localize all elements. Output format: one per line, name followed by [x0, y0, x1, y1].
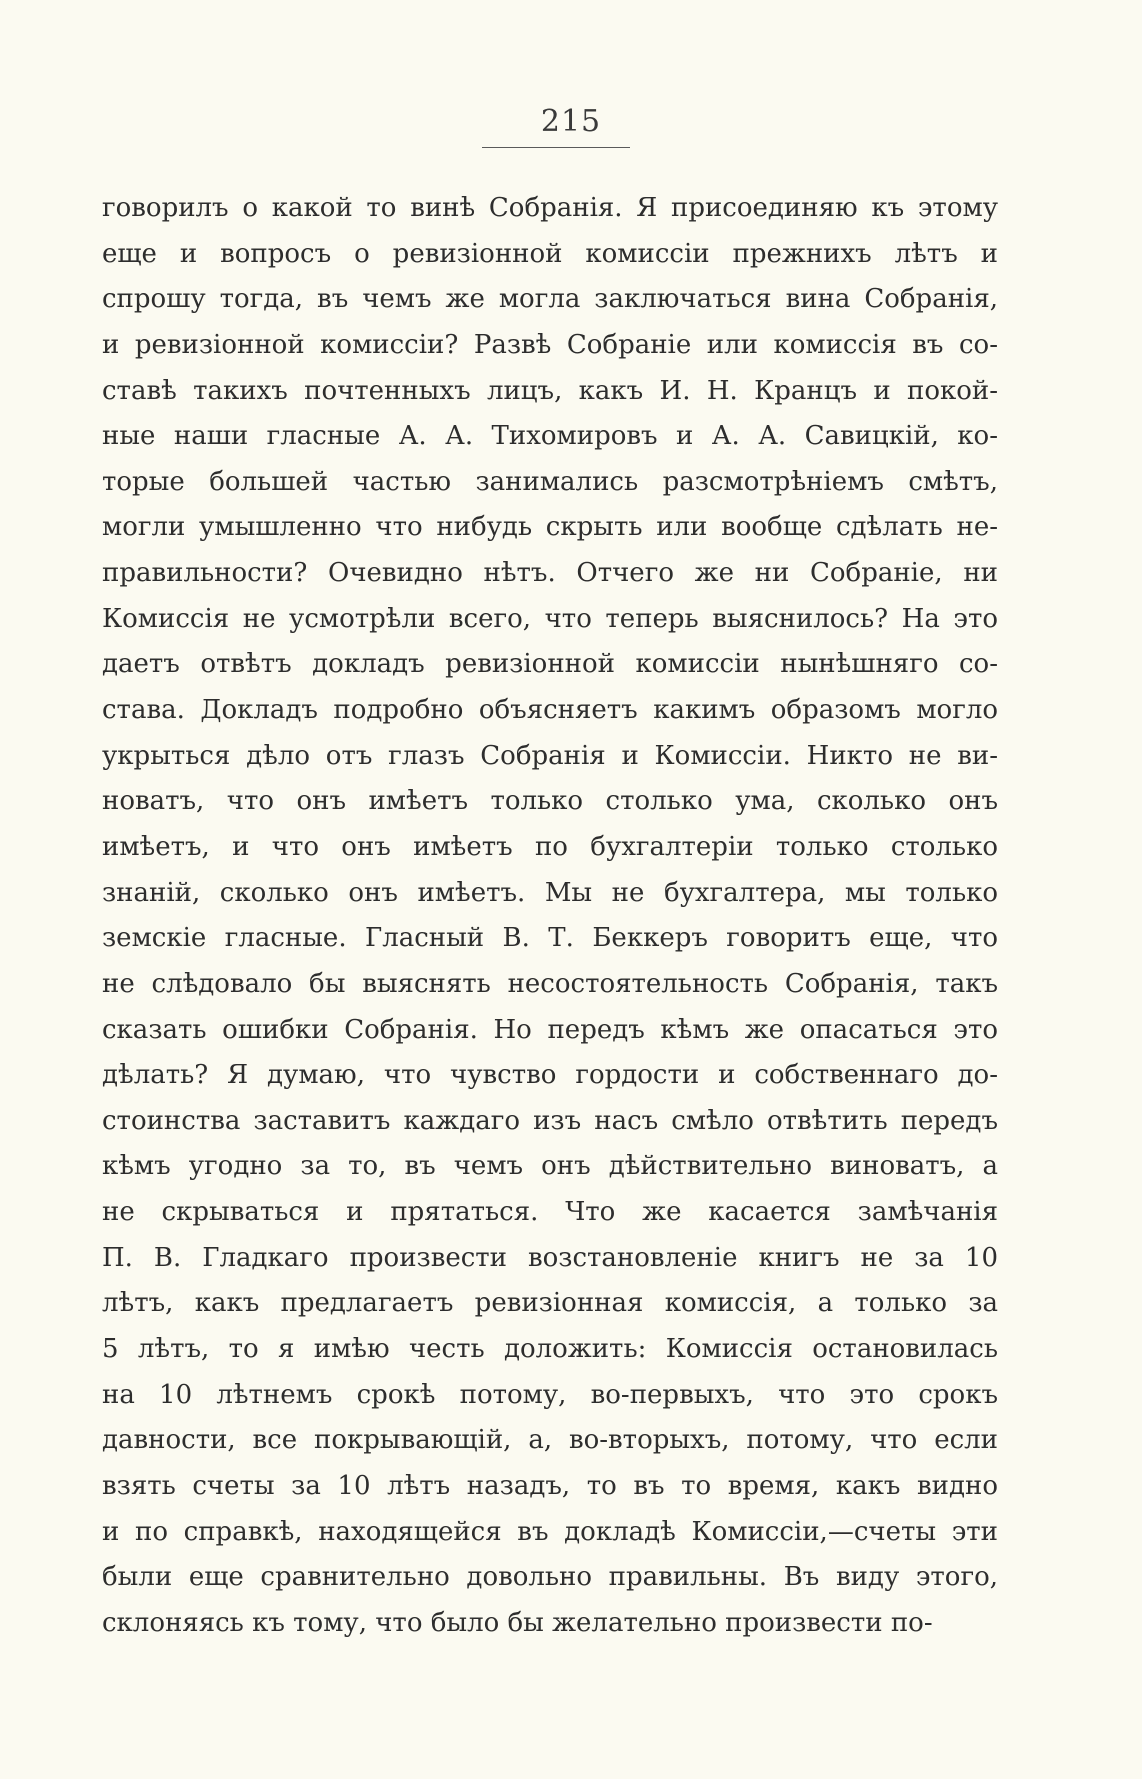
text-line: лѣтъ, какъ предлагаетъ ревизіонная комиссія, а только за [102, 1288, 998, 1319]
text-line: П. В. Гладкаго произвести возстановленіе книгъ не за 10 [102, 1242, 998, 1273]
text-line: правильности? Очевидно нѣтъ. Отчего же ни Собраніе, ни [102, 558, 998, 589]
text-line: были еще сравнительно довольно правильны. Въ виду этого, [102, 1562, 998, 1593]
text-line: става. Докладъ подробно объясняетъ какимъ образомъ могло [102, 695, 998, 726]
text-line: не слѣдовало бы выяснять несостоятельность Собранія, такъ [102, 968, 998, 999]
text-line: говорилъ о какой то винѣ Собранія. Я присоединяю къ этому [102, 193, 998, 223]
text-line: сказать ошибки Собранія. Но передъ кѣмъ же опасаться это [102, 1014, 998, 1045]
text-line: склоняясь къ тому, что было бы желательно произвести по- [102, 1607, 933, 1638]
text-line: земскіе гласные. Гласный В. Т. Беккеръ говоритъ еще, что [102, 923, 998, 954]
text-line: дѣлать? Я думаю, что чувство гордости и собственнаго до- [102, 1060, 998, 1091]
text-line: еще и вопросъ о ревизіонной комиссіи прежнихъ лѣтъ и [102, 238, 998, 269]
header-rule [482, 147, 630, 148]
text-line: стоинства заставитъ каждаго изъ насъ смѣло отвѣтить передъ [102, 1105, 998, 1136]
text-line: и по справкѣ, находящейся въ докладѣ Комиссіи,—счеты эти [102, 1516, 998, 1547]
text-line: имѣетъ, и что онъ имѣетъ по бухгалтеріи только столько [102, 831, 998, 862]
text-line: ные наши гласные А. А. Тихомировъ и А. А. Савицкій, ко- [102, 421, 998, 452]
text-line: торые большей частью занимались разсмотрѣніемъ смѣтъ, [102, 466, 998, 497]
text-line: даетъ отвѣтъ докладъ ревизіонной комиссіи нынѣшняго со- [102, 649, 998, 680]
text-line: 5 лѣтъ, то я имѣю честь доложить: Комиссія остановилась [102, 1334, 998, 1365]
page-number: 215 [540, 104, 602, 139]
text-line: на 10 лѣтнемъ срокѣ потому, во-первыхъ, что это срокъ [102, 1379, 998, 1410]
text-line: взять счеты за 10 лѣтъ назадъ, то въ то время, какъ видно [102, 1470, 998, 1501]
body-text [102, 186, 998, 1647]
text-line: ставѣ такихъ почтенныхъ лицъ, какъ И. Н. Кранцъ и покой- [102, 375, 998, 406]
text-line: знаній, сколько онъ имѣетъ. Мы не бухгалтера, мы только [102, 877, 998, 908]
text-line: новатъ, что онъ имѣетъ только столько ума, сколько онъ [102, 786, 998, 817]
text-line: и ревизіонной комиссіи? Развѣ Собраніе или комиссія въ со- [102, 329, 998, 360]
text-line: Комиссія не усмотрѣли всего, что теперь выяснилось? На это [102, 603, 998, 634]
text-line: давности, все покрывающій, а, во-вторыхъ, потому, что если [102, 1425, 998, 1456]
text-line: укрыться дѣло отъ глазъ Собранія и Комиссіи. Никто не ви- [102, 740, 998, 771]
text-line: спрошу тогда, въ чемъ же могла заключаться вина Собранія, [102, 284, 998, 315]
text-line: кѣмъ угодно за то, въ чемъ онъ дѣйствительно виноватъ, а [102, 1151, 998, 1182]
text-line: не скрываться и прятаться. Что же касается замѣчанія [102, 1197, 998, 1228]
text-line: могли умышленно что нибудь скрыть или вообще сдѣлать не- [102, 512, 998, 543]
